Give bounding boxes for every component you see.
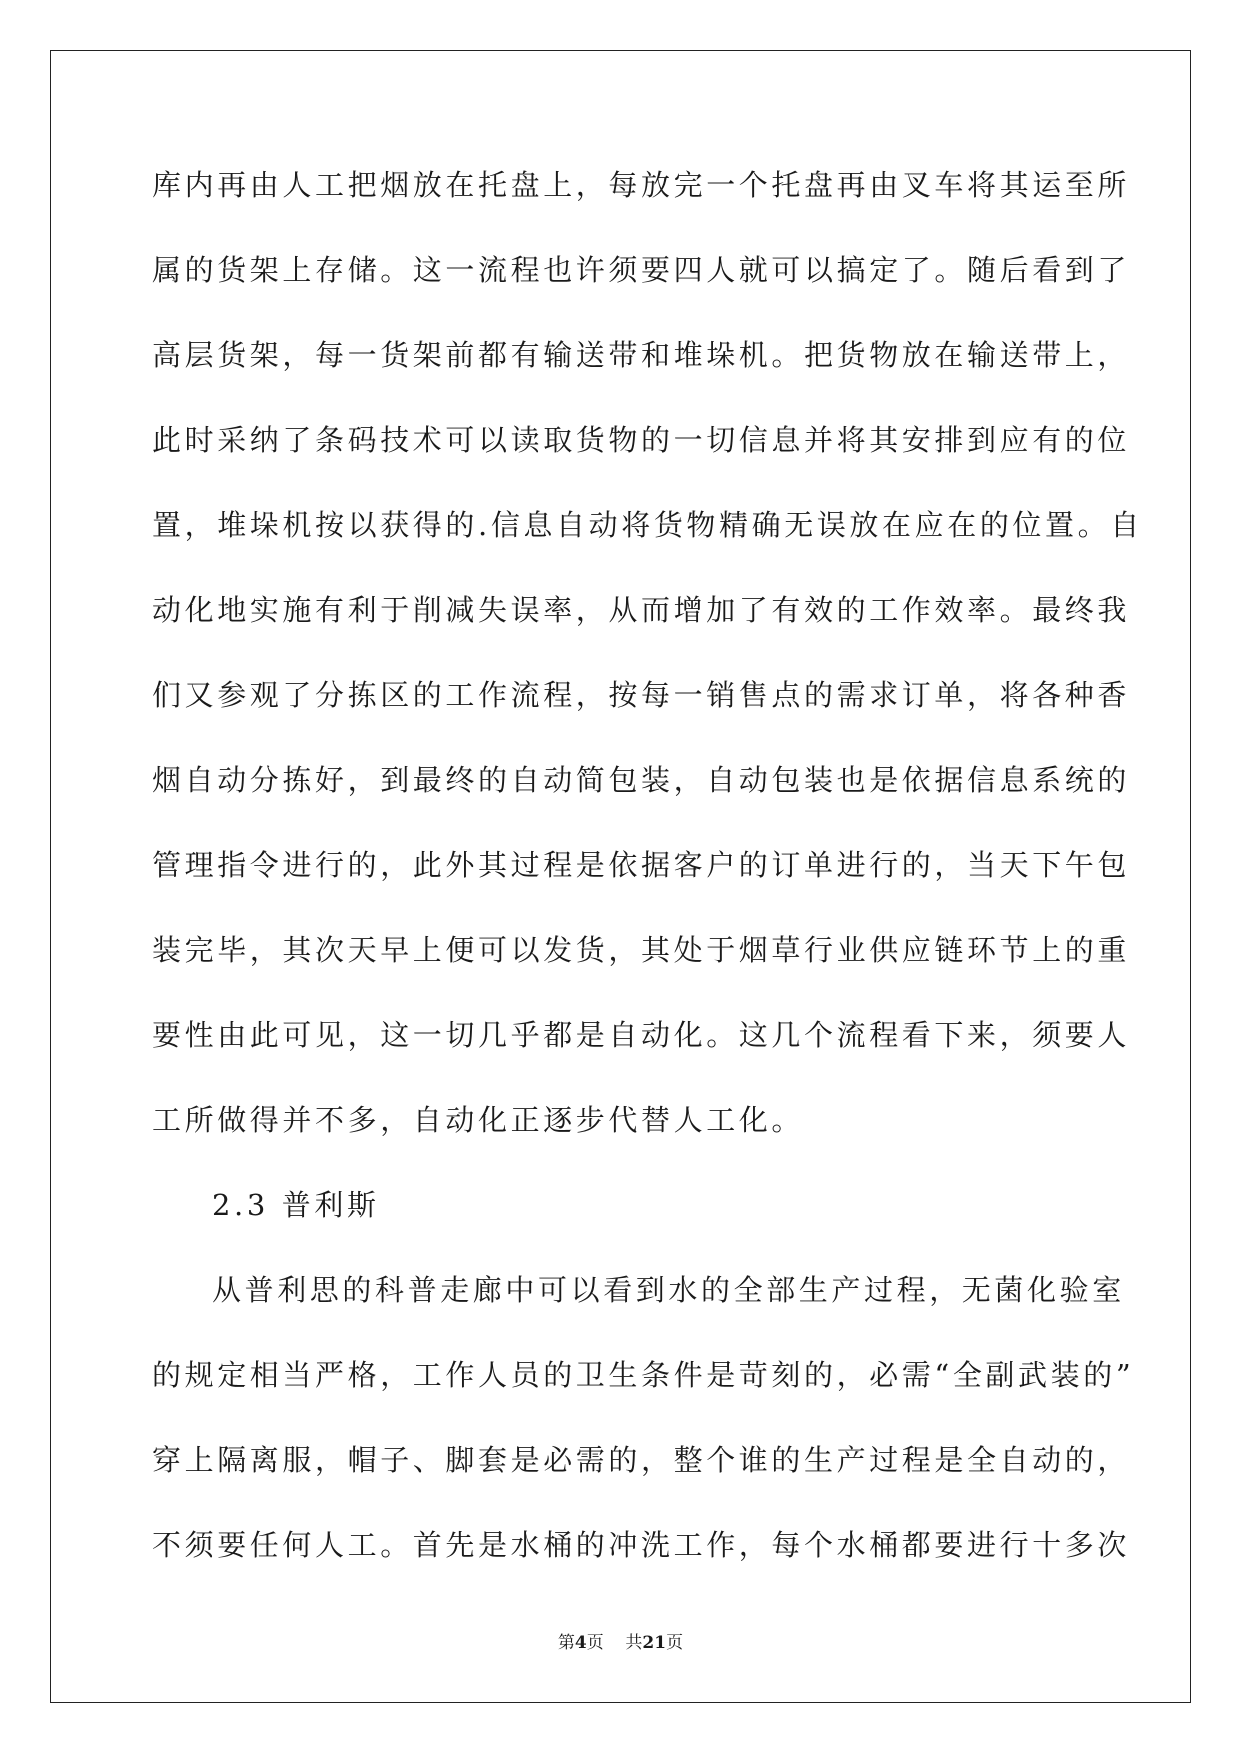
text-line: 装完毕，其次天早上便可以发货，其处于烟草行业供应链环节上的重 xyxy=(152,933,1131,967)
page-footer xyxy=(0,1628,1241,1653)
text-line: 动化地实施有利于削减失误率，从而增加了有效的工作效率。最终我 xyxy=(152,593,1131,627)
text-line: 工所做得并不多，自动化正逐步代替人工化。 xyxy=(152,1103,805,1137)
text-line: 库内再由人工把烟放在托盘上，每放完一个托盘再由叉车将其运至所 xyxy=(152,168,1131,202)
text-line: 2.3 普利斯 xyxy=(212,1188,380,1222)
text-line: 管理指令进行的，此外其过程是依据客户的订单进行的，当天下午包 xyxy=(152,848,1131,882)
text-line: 高层货架，每一货架前都有输送带和堆垛机。把货物放在输送带上， xyxy=(152,338,1131,372)
text-line: 穿上隔离服，帽子、脚套是必需的，整个谁的生产过程是全自动的， xyxy=(152,1443,1131,1477)
body-text xyxy=(152,155,1143,1600)
text-line: 要性由此可见，这一切几乎都是自动化。这几个流程看下来，须要人 xyxy=(152,1018,1131,1052)
text-line: 属的货架上存储。这一流程也许须要四人就可以搞定了。随后看到了 xyxy=(152,253,1131,287)
footer-total-prefix: 共 xyxy=(625,1633,643,1653)
text-line: 此时采纳了条码技术可以读取货物的一切信息并将其安排到应有的位 xyxy=(152,423,1131,457)
text-line: 置，堆垛机按以获得的.信息自动将货物精确无误放在应在的位置。自 xyxy=(152,508,1143,542)
text-line: 们又参观了分拣区的工作流程，按每一销售点的需求订单，将各种香 xyxy=(152,678,1131,712)
footer-total-pages: 21 xyxy=(642,1633,667,1653)
text-line: 的规定相当严格，工作人员的卫生条件是苛刻的，必需“全副武装的” xyxy=(152,1358,1135,1392)
footer-page-prefix: 第 xyxy=(557,1633,575,1653)
footer-current-page: 4 xyxy=(574,1633,587,1653)
text-line: 烟自动分拣好，到最终的自动简包装，自动包装也是依据信息系统的 xyxy=(152,763,1131,797)
footer-page-unit: 页 xyxy=(586,1633,604,1653)
footer-total-unit: 页 xyxy=(666,1633,684,1653)
text-line: 从普利思的科普走廊中可以看到水的全部生产过程，无菌化验室 xyxy=(212,1273,1125,1307)
text-line: 不须要任何人工。首先是水桶的冲洗工作，每个水桶都要进行十多次 xyxy=(152,1528,1131,1562)
